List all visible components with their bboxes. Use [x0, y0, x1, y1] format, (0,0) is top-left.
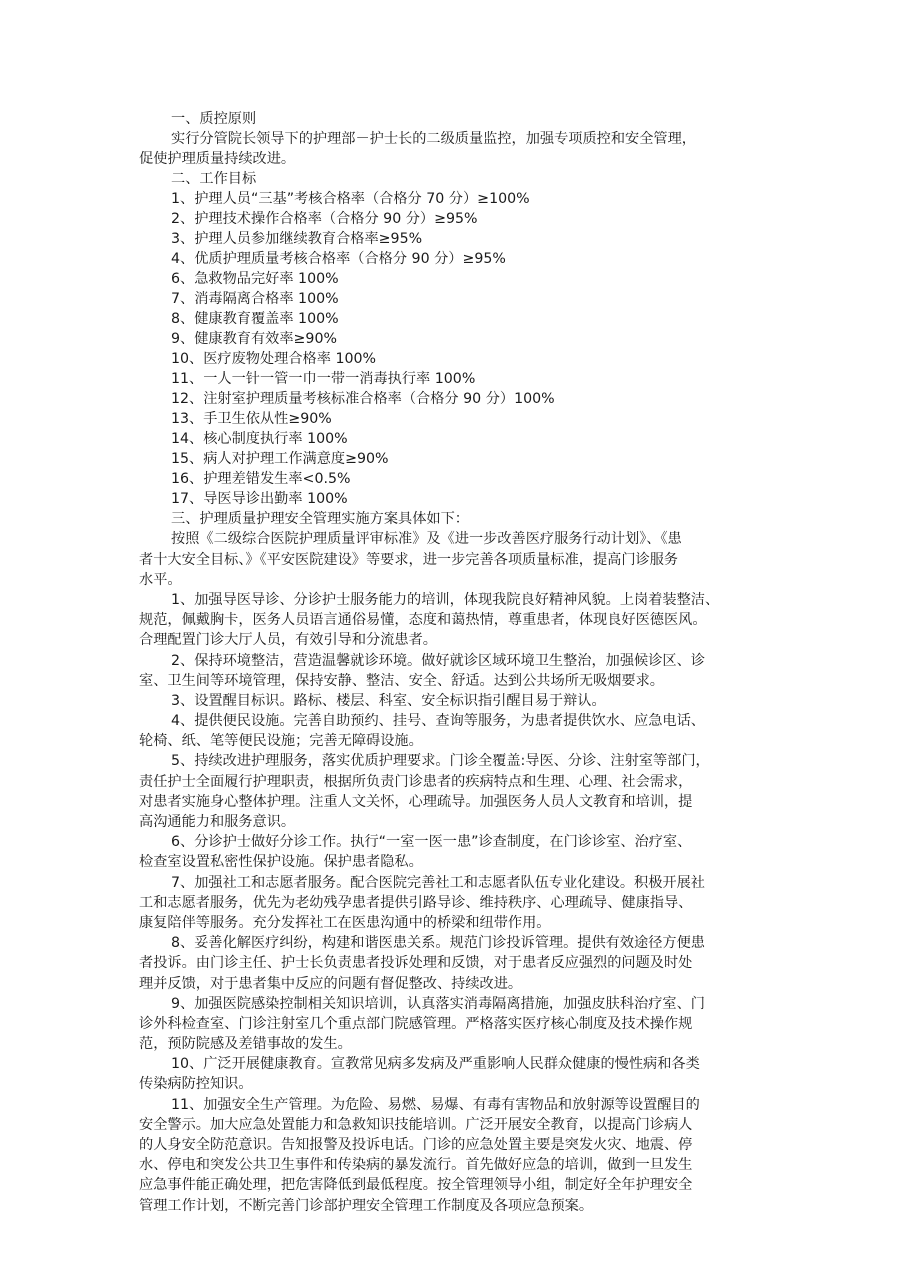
goal-item: 12、注射室护理质量考核标准合格率（合格分 90 分）100%: [171, 391, 555, 408]
goal-item: 13、手卫生依从性≥90%: [171, 411, 332, 428]
paragraph-line: 合理配置门诊大厅人员，有效引导和分流患者。: [139, 632, 437, 649]
section-heading-principle: 一、质控原则: [171, 111, 257, 127]
plan-paragraph: [139, 832, 779, 872]
plan-paragraph: [139, 933, 779, 994]
plan-paragraph: [139, 590, 779, 651]
paragraph-line: 责任护士全面履行护理职责，根据所负责门诊患者的疾病特点和生理、心理、社会需求，: [139, 773, 693, 790]
paragraph-line: 传染病防控知识。: [139, 1076, 253, 1093]
goal-item: 8、健康教育覆盖率 100%: [171, 311, 339, 328]
goal-item: 10、医疗废物处理合格率 100%: [171, 351, 376, 368]
paragraph-line: 水、停电和突发公共卫生事件和传染病的暴发流行。首先做好应急的培训，做到一旦发生: [139, 1157, 693, 1174]
plan-paragraph: [139, 751, 779, 832]
paragraph-line: 11、加强安全生产管理。为危险、易燃、易爆、有毒有害物品和放射源等设置醒目的: [171, 1096, 700, 1113]
paragraph-line: 室、卫生间等环境管理，保持安静、整洁、安全、舒适。达到公共场所无吸烟要求。: [139, 672, 664, 689]
paragraph-line: 对患者实施身心整体护理。注重人文关怀，心理疏导。加强医务人员人文教育和培训，提: [139, 793, 693, 810]
goal-item: 14、核心制度执行率 100%: [171, 431, 348, 448]
paragraph-line: 1、加强导医导诊、分诊护士服务能力的培训，体现我院良好精神风貌。上岗着装整洁、: [171, 591, 720, 608]
goals-list: [139, 189, 779, 509]
paragraph-line: 9、加强医院感染控制相关知识培训，认真落实消毒隔离措施，加强皮肤科治疗室、门: [171, 995, 705, 1012]
paragraph-line: 实行分管院长领导下的护理部－护士长的二级质量监控，加强专项质控和安全管理，: [171, 131, 696, 147]
paragraph-line: 的人身安全防范意识。告知报警及投诉电话。门诊的应急处置主要是突发火灾、地震、停: [139, 1137, 693, 1153]
goal-item: 17、导医导诊出勤率 100%: [171, 491, 348, 508]
plan-paragraph: [139, 651, 779, 691]
plan-paragraph: [139, 994, 779, 1055]
paragraph-line: 管理工作计划，不断完善门诊部护理安全管理工作制度及各项应急预案。: [139, 1197, 594, 1214]
goal-item: 9、健康教育有效率≥90%: [171, 331, 337, 348]
section-heading-plan: 三、护理质量护理安全管理实施方案具体如下：: [171, 511, 469, 528]
goal-item: 7、消毒隔离合格率 100%: [171, 291, 339, 308]
paragraph-line: 工和志愿者服务，优先为老幼残孕患者提供引路导诊、维持秩序、心理疏导、健康指导、: [139, 894, 693, 911]
paragraph-line: 安全警示。加大应急处置能力和急救知识技能培训。广泛开展安全教育，以提高门诊病人: [139, 1116, 693, 1133]
plan-paragraph: [139, 1095, 779, 1216]
paragraph-line: 10、广泛开展健康教育。宣教常见病多发病及严重影响人民群众健康的慢性病和各类: [171, 1056, 700, 1073]
paragraph-line: 高沟通能力和服务意识。: [139, 814, 296, 830]
paragraph-line: 8、妥善化解医疗纠纷，构建和谐医患关系。规范门诊投诉管理。提供有效途径方便患: [171, 935, 705, 952]
plan-paragraph: [139, 1054, 779, 1094]
plan-paragraph: [139, 873, 779, 934]
paragraph-line: 诊外科检查室、门诊注射室几个重点部门院感管理。严格落实医疗核心制度及技术操作规: [139, 1015, 693, 1032]
paragraph-line: 5、持续改进护理服务，落实优质护理要求。门诊全覆盖:导医、分诊、注射室等部门，: [171, 753, 710, 770]
section-heading-goals: 二、工作目标: [171, 171, 257, 188]
goal-item: 15、病人对护理工作满意度≥90%: [171, 451, 389, 468]
paragraph-line: 2、保持环境整洁，营造温馨就诊环境。做好就诊区域环境卫生整治，加强候诊区、诊: [171, 652, 705, 669]
paragraph-line: 者投诉。由门诊主任、护士长负责患者投诉处理和反馈，对于患者反应强烈的问题及时处: [139, 955, 693, 972]
paragraph-line: 理并反馈，对于患者集中反应的问题有督促整改、持续改进。: [139, 975, 523, 992]
paragraph-line: 水平。: [139, 571, 182, 588]
document-page: [139, 109, 779, 1216]
paragraph-line: 应急事件能正确处理，把危害降低到最低程度。按全管理领导小组，制定好全年护理安全: [139, 1177, 693, 1194]
paragraph-line: 按照《二级综合医院护理质量评审标准》及《进一步改善医疗服务行动计划》、《患: [171, 531, 682, 548]
paragraph-line: 4、提供便民设施。完善自助预约、挂号、查询等服务，为患者提供饮水、应急电话、: [171, 713, 705, 730]
goal-item: 3、护理人员参加继续教育合格率≥95%: [171, 231, 423, 248]
paragraph-line: 7、加强社工和志愿者服务。配合医院完善社工和志愿者队伍专业化建设。积极开展社: [171, 874, 705, 891]
plan-paragraphs: [139, 529, 779, 1215]
paragraph-line: 3、设置醒目标识。路标、楼层、科室、安全标识指引醒目易于辩认。: [171, 692, 606, 709]
plan-paragraph: [139, 711, 779, 751]
goal-item: 2、护理技术操作合格率（合格分 90 分）≥95%: [171, 211, 478, 228]
paragraph-line: 者十大安全目标、》《平安医院建设》等要求，进一步完善各项质量标准，提高门诊服务: [139, 551, 679, 568]
plan-paragraph: [139, 691, 779, 711]
paragraph-line: 范，预防院感及差错事故的发生。: [139, 1036, 352, 1053]
paragraph-line: 检查室设置私密性保护设施。保护患者隐私。: [139, 854, 423, 871]
goal-item: 6、急救物品完好率 100%: [171, 271, 339, 288]
paragraph-line: 规范，佩戴胸卡，医务人员语言通俗易懂，态度和蔼热情，尊重患者，体现良好医德医风。: [139, 612, 707, 629]
principle-paragraph: [139, 129, 779, 169]
plan-paragraph: [139, 529, 779, 590]
paragraph-line: 轮椅、纸、笔等便民设施；完善无障碍设施。: [139, 733, 423, 750]
goal-item: 16、护理差错发生率<0.5%: [171, 471, 351, 488]
goal-item: 4、优质护理质量考核合格率（合格分 90 分）≥95%: [171, 251, 506, 268]
goal-item: 11、一人一针一管一巾一带一消毒执行率 100%: [171, 371, 476, 388]
paragraph-line: 康复陪伴等服务。充分发挥社工在医患沟通中的桥梁和纽带作用。: [139, 914, 551, 931]
goal-item: 1、护理人员“三基”考核合格率（合格分 70 分）≥100%: [171, 191, 530, 208]
paragraph-line: 促使护理质量持续改进。: [139, 151, 296, 168]
paragraph-line: 6、分诊护士做好分诊工作。执行“一室一医一患”诊查制度，在门诊诊室、治疗室、: [171, 834, 692, 851]
